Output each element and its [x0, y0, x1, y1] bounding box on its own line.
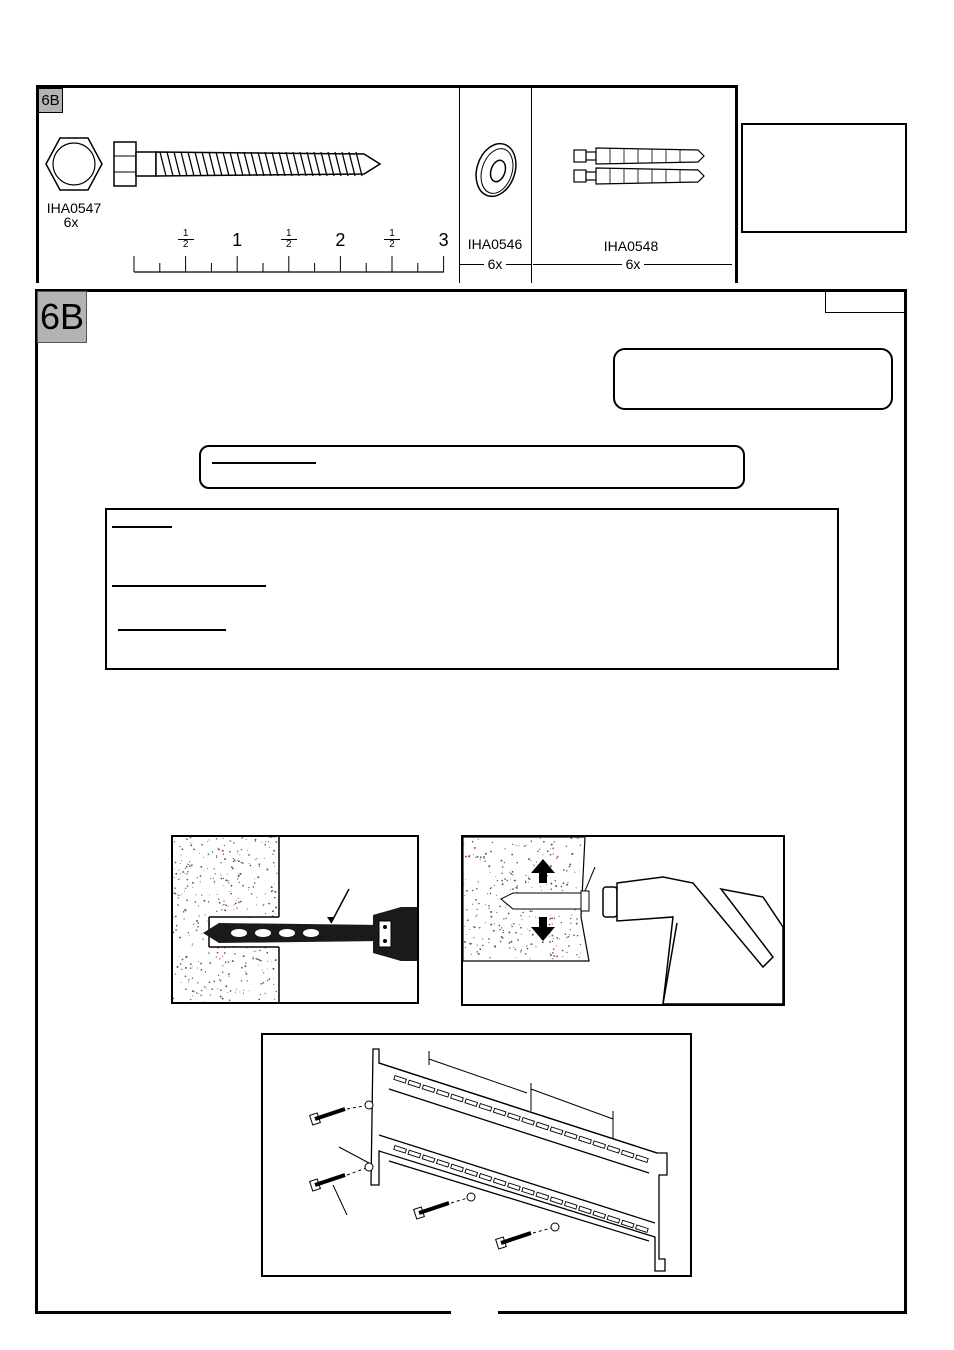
anchor-code: IHA0548	[603, 238, 659, 254]
note-box	[613, 348, 893, 410]
warning-heading-rule	[112, 526, 172, 528]
ruler-label: 1 2	[281, 229, 297, 250]
washer-icon	[470, 140, 522, 200]
wall-plate-icon	[263, 1035, 690, 1275]
ruler-label: 1 2	[384, 229, 400, 250]
parts-divider	[459, 85, 460, 283]
warning-subheading-rule	[118, 629, 226, 631]
figure-hammer	[461, 835, 785, 1006]
ruler-label: 1 2	[178, 229, 194, 250]
ruler-label: 2	[335, 230, 346, 250]
warning-subheading-rule	[112, 585, 266, 587]
warning-box	[105, 508, 839, 670]
bottom-rule-right	[498, 1311, 907, 1314]
lag-bolt-icon	[496, 1223, 559, 1249]
parts-badge: 6B	[38, 88, 63, 113]
lag-bolt-qty: 6x	[63, 214, 79, 230]
figure-drill	[171, 835, 419, 1004]
caution-box	[199, 445, 745, 489]
wall-anchor-icon	[501, 891, 589, 911]
step-badge: 6B	[37, 291, 87, 343]
parts-divider	[531, 85, 532, 283]
caution-heading-rule	[212, 462, 316, 464]
drill-bit-icon	[173, 837, 417, 1002]
lag-bolt-code: IHA0547	[46, 200, 102, 216]
side-note-box	[741, 123, 907, 233]
ruler-label: 1	[232, 230, 243, 250]
washer-code: IHA0546	[467, 236, 523, 252]
hex-bolt-head-icon	[46, 138, 102, 190]
ruler-label: 3	[438, 230, 449, 250]
lag-bolt-icon	[114, 142, 380, 186]
lag-bolt-part	[44, 134, 384, 194]
anchor-qty: 6x	[622, 256, 645, 272]
lag-bolt-icon	[310, 1101, 373, 1125]
lag-bolt-icon	[414, 1193, 475, 1219]
hammer-icon	[603, 877, 783, 1004]
corner-tab	[825, 291, 904, 313]
wall-anchor-icon	[570, 142, 710, 192]
washer-qty: 6x	[484, 256, 507, 272]
figure-wall-plate	[261, 1033, 692, 1277]
lag-bolt-icon	[310, 1163, 373, 1191]
bottom-rule-left	[35, 1311, 451, 1314]
